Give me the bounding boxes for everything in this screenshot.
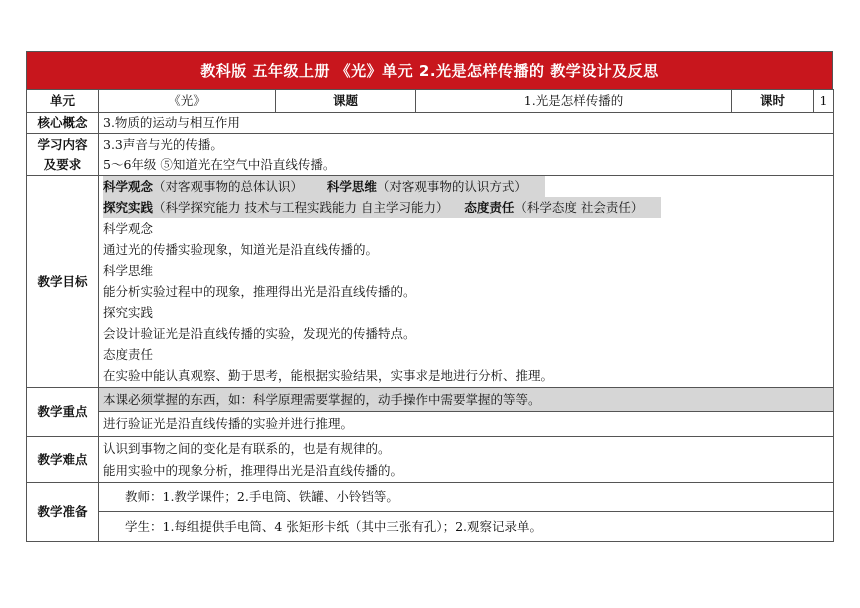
preparation-row: [27, 483, 834, 542]
learning-line2: 5～6年级 ⑤知道光在空气中沿直线传播。: [103, 156, 336, 172]
periods-label: 课时: [732, 90, 814, 113]
core-concept-label: 核心概念: [27, 113, 99, 134]
hint-attitude-title: 态度责任: [464, 200, 515, 215]
difficulties-label: 教学难点: [27, 437, 99, 483]
key-points-row: [27, 388, 834, 437]
goals-hint-line1: [103, 176, 829, 197]
periods-value: 1: [814, 90, 834, 113]
page-title: 教科版 五年级上册 《光》单元 2.光是怎样传播的 教学设计及反思: [26, 51, 833, 89]
hint-science-concept-title: 科学观念: [103, 179, 154, 194]
goals-hint-line2: [103, 197, 829, 218]
preparation-students: 学生：1.每组提供手电筒、4 张矩形卡纸（其中三张有孔）；2.观察记录单。: [125, 519, 543, 534]
key-points-content: [99, 388, 834, 437]
goals-row: [27, 176, 834, 388]
preparation-label: 教学准备: [27, 483, 99, 542]
difficulties-row: [27, 437, 834, 483]
key-points-hint: 本课必须掌握的东西，如：科学原理需要掌握的，动手操作中需要掌握的等等。: [99, 388, 833, 411]
hint-attitude-text: （科学态度 社会责任）: [514, 200, 644, 215]
goal-item: 态度责任: [103, 347, 154, 362]
unit-value: 《光》: [99, 90, 276, 113]
goal-item: 通过光的传播实验现象，知道光是沿直线传播的。: [103, 242, 379, 257]
preparation-content: [99, 483, 834, 542]
learning-label: [27, 134, 99, 176]
info-row: [27, 90, 834, 113]
hint-science-thinking-text: （对客观事物的认识方式）: [376, 179, 527, 194]
difficulties-line2: 能用实验中的现象分析，推理得出光是沿直线传播的。: [103, 462, 404, 478]
core-concept-value: 3.物质的运动与相互作用: [99, 113, 834, 134]
topic-value: 1.光是怎样传播的: [416, 90, 732, 113]
hint-science-concept-text: （对客观事物的总体认识）: [153, 179, 304, 194]
learning-label-line2: 及要求: [43, 156, 82, 172]
learning-line1: 3.3声音与光的传播。: [103, 136, 223, 152]
learning-label-line1: 学习内容: [37, 136, 88, 152]
learning-row: [27, 134, 834, 176]
lesson-plan-sheet: [26, 51, 833, 542]
goal-item: 科学观念: [103, 221, 154, 236]
difficulties-content: [99, 437, 834, 483]
core-concept-row: [27, 113, 834, 134]
hint-science-thinking-title: 科学思维: [326, 179, 377, 194]
goal-item: 探究实践: [103, 305, 154, 320]
hint-practice-text: （科学探究能力 技术与工程实践能力 自主学习能力）: [153, 200, 449, 215]
goal-item: 科学思维: [103, 263, 154, 278]
goals-content: [99, 176, 834, 388]
unit-label: 单元: [27, 90, 99, 113]
key-points-label: 教学重点: [27, 388, 99, 437]
goal-item: 能分析实验过程中的现象，推理得出光是沿直线传播的。: [103, 284, 416, 299]
lesson-plan-table: [26, 89, 834, 542]
learning-content: [99, 134, 834, 176]
goals-label: 教学目标: [27, 176, 99, 388]
key-points-value: 进行验证光是沿直线传播的实验并进行推理。: [103, 416, 354, 431]
difficulties-line1: 认识到事物之间的变化是有联系的，也是有规律的。: [103, 440, 391, 456]
preparation-teacher: 教师：1.教学课件；2.手电筒、铁罐、小铃铛等。: [99, 483, 833, 512]
topic-label: 课题: [276, 90, 416, 113]
goal-item: 会设计验证光是沿直线传播的实验，发现光的传播特点。: [103, 326, 416, 341]
goal-item: 在实验中能认真观察、勤于思考，能根据实验结果，实事求是地进行分析、推理。: [103, 368, 554, 383]
goals-hint-highlight1: [103, 176, 545, 197]
hint-practice-title: 探究实践: [103, 200, 154, 215]
goals-hint-highlight2: [103, 197, 661, 218]
key-points-hint-cell: [99, 388, 833, 412]
